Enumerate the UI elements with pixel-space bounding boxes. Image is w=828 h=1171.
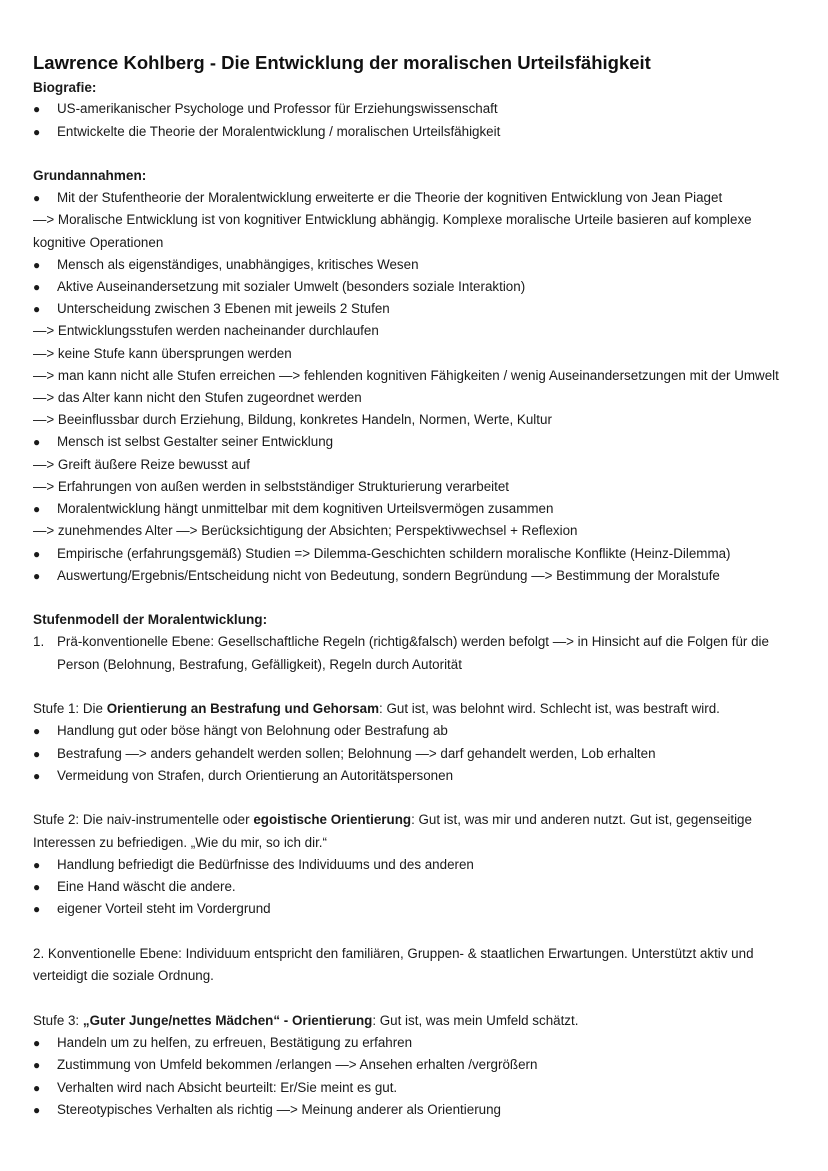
arrow-line: —> Beeinflussbar durch Erziehung, Bildung, konkretes Handeln, Normen, Werte, Kultur <box>33 412 552 427</box>
bullet-icon: ● <box>33 1103 41 1117</box>
bullet-icon: ● <box>33 880 41 894</box>
bullet-icon: ● <box>33 435 41 449</box>
arrow-line: —> keine Stufe kann übersprungen werden <box>33 346 292 361</box>
item-number: 1. <box>33 634 45 649</box>
arrow-line: —> Entwicklungsstufen werden nacheinander durchlaufen <box>33 323 379 338</box>
arrow-line: —> man kann nicht alle Stufen erreichen —> fehlenden kognitiven Fähigkeiten / wenig Auseinandersetzungen mit der Umwelt <box>33 368 779 383</box>
bullet-icon: ● <box>33 858 41 872</box>
stufe-1-name: Orientierung an Bestrafung und Gehorsam <box>106 701 380 716</box>
bullet-icon: ● <box>33 1036 41 1050</box>
section-heading-biografie: Biografie: <box>33 80 97 95</box>
stufe-3-heading: Stufe 3: „Guter Junge/nettes Mädchen“ - Orientierung: Gut ist, was mein Umfeld schätzt. <box>33 1013 579 1028</box>
bullet-icon: ● <box>33 769 41 783</box>
arrow-line: —> zunehmendes Alter —> Berücksichtigung der Absichten; Perspektivwechsel + Reflexion <box>33 523 578 538</box>
bullet-icon: ● <box>33 502 41 516</box>
stufe-2-heading: Stufe 2: Die naiv-instrumentelle oder egoistische Orientierung: Gut ist, was mir und anderen nutzt. Gut ist, gegenseitige <box>33 812 752 827</box>
stufe-3-name: „Guter Junge/nettes Mädchen“ - Orientierung <box>82 1013 373 1028</box>
stufe-2-name: egoistische Orientierung <box>253 812 412 827</box>
bullet-icon: ● <box>33 258 41 272</box>
bullet-icon: ● <box>33 125 41 139</box>
bullet-icon: ● <box>33 280 41 294</box>
bullet-icon: ● <box>33 191 41 205</box>
bullet-icon: ● <box>33 547 41 561</box>
arrow-line: —> Greift äußere Reize bewusst auf <box>33 457 250 472</box>
bullet-icon: ● <box>33 102 41 116</box>
bullet-icon: ● <box>33 747 41 761</box>
bullet-icon: ● <box>33 724 41 738</box>
arrow-line: —> Moralische Entwicklung ist von kognitiver Entwicklung abhängig. Komplexe moralische Urteile basieren auf komplexe <box>33 212 752 227</box>
text-line: Interessen zu befriedigen. „Wie du mir, so ich dir.“ <box>33 835 327 850</box>
arrow-line: —> Erfahrungen von außen werden in selbstständiger Strukturierung verarbeitet <box>33 479 510 494</box>
document-page: Lawrence Kohlberg - Die Entwicklung der moralischen Urteilsfähigkeit Biografie: ● US-amerikanischer Psychologe und Professor für Erziehungswissenschaft ● Entwickelte die Theorie der Moralentwicklung / moralischen Urteilsfähigkeit Grundannahmen: ● Mit der Stufentheorie der Moralentwicklung erweiterte er die Theorie der kognitiven Entwicklung von Jean Piaget —> Moralische Entwicklung ist von kognitiver Entwicklung abhängig. Komplexe moralische Urteile basieren auf komplexe kognitive Operationen ● Mensch als eigenständiges, unabhängiges, kritisches Wesen ● Aktive Auseinandersetzung mit sozialer Umwelt (besonders soziale Interaktion) ● Unterscheidung zwischen 3 Ebenen mit jeweils 2 Stufen —> Entwicklungsstufen werden nacheinander durchlaufen —> keine Stufe kann übersprungen werden —> man kann nicht alle Stufen erreichen —> fehlenden kognitiven Fähigkeiten / wenig Auseinandersetzungen mit der Umwelt —> das Alter kann nicht den Stufen zugeordnet werden —> Beeinflussbar durch Erziehung, Bildung, konkretes Handeln, Normen, Werte, Kultur ● Mensch ist selbst Gestalter seiner Entwicklung —> Greift äußere Reize bewusst auf —> Erfahrungen von außen werden in selbstständiger Strukturierung verarbeitet ● Moralentwicklung hängt unmittelbar mit dem kognitiven Urteilsvermögen zusammen —> zunehmendes Alter —> Berücksichtigung der Absichten; Perspektivwechsel + Reflexion ● Empirische (erfahrungsgemäß) Studien => Dilemma-Geschichten schildern moralische Konflikte (Heinz-Dilemma) ● Auswertung/Ergebnis/Entscheidung nicht von Bedeutung, sondern Begründung —> Bestimmung der Moralstufe Stufenmodell der Moralentwicklung: 1. Prä-konventionelle Ebene: Gesellschaftliche Regeln (richtig&falsch) werden befolgt —> in Hinsicht auf die Folgen für die Person (Belohnung, Bestrafung, Gefälligkeit), Regeln durch Autorität Stufe 1: Die Orientierung an Bestrafung und Gehorsam: Gut ist, was belohnt wird. Schlecht ist, was bestraft wird. ● Handlung gut oder böse hängt von Belohnung oder Bestrafung ab ● Bestrafung —> anders gehandelt werden sollen; Belohnung —> darf gehandelt werden, Lob erhalten ● Vermeidung von Strafen, durch Orientierung an Autoritätspersonen Stufe 2: Die naiv-instrumentelle oder egoistische Orientierung: Gut ist, was mir und anderen nutzt. Gut ist, gegenseitige Interessen zu befriedigen. „Wie du mir, so ich dir.“ ● Handlung befriedigt die Bedürfnisse des Individuums und des anderen ● Eine Hand wäscht die andere. ● eigener Vorteil steht im Vordergrund 2. Konventionelle Ebene: Individuum entspricht den familiären, Gruppen- & staatlichen Erwartungen. Unterstützt aktiv und verteidigt die soziale Ordnung. Stufe 3: „Guter Junge/nettes Mädchen“ - Orientierung: Gut ist, was mein Umfeld schätzt. ● Handeln um zu helfen, zu erfreuen, Bestätigung zu erfahren ● Zustimmung von Umfeld bekommen /erlangen —> Ansehen erhalten /vergrößern ● Verhalten wird nach Absicht beurteilt: Er/Sie meint es gut. ● Stereotypisches Verhalten als richtig —> Meinung anderer als Orientierung <box>33 52 779 1117</box>
bullet-icon: ● <box>33 302 41 316</box>
text-line: kognitive Operationen <box>33 235 164 250</box>
bullet-icon: ● <box>33 1058 41 1072</box>
section-heading-stufenmodell: Stufenmodell der Moralentwicklung: <box>33 612 268 627</box>
document-title: Lawrence Kohlberg - Die Entwicklung der moralischen Urteilsfähigkeit <box>33 52 651 73</box>
text-line: Person (Belohnung, Bestrafung, Gefälligkeit), Regeln durch Autorität <box>57 657 462 672</box>
bullet-icon: ● <box>33 569 41 583</box>
stufe-1-heading: Stufe 1: Die Orientierung an Bestrafung und Gehorsam: Gut ist, was belohnt wird. Schlecht ist, was bestraft wird. <box>33 701 720 716</box>
text-line: verteidigt die soziale Ordnung. <box>33 968 214 983</box>
section-heading-grundannahmen: Grundannahmen: <box>33 168 147 183</box>
bullet-icon: ● <box>33 1081 41 1095</box>
bullet-icon: ● <box>33 902 41 916</box>
numbered-item-ebene-2: 2. Konventionelle Ebene: Individuum entspricht den familiären, Gruppen- & staatlichen Erwartungen. Unterstützt aktiv und <box>33 946 754 961</box>
arrow-line: —> das Alter kann nicht den Stufen zugeordnet werden <box>33 390 362 405</box>
